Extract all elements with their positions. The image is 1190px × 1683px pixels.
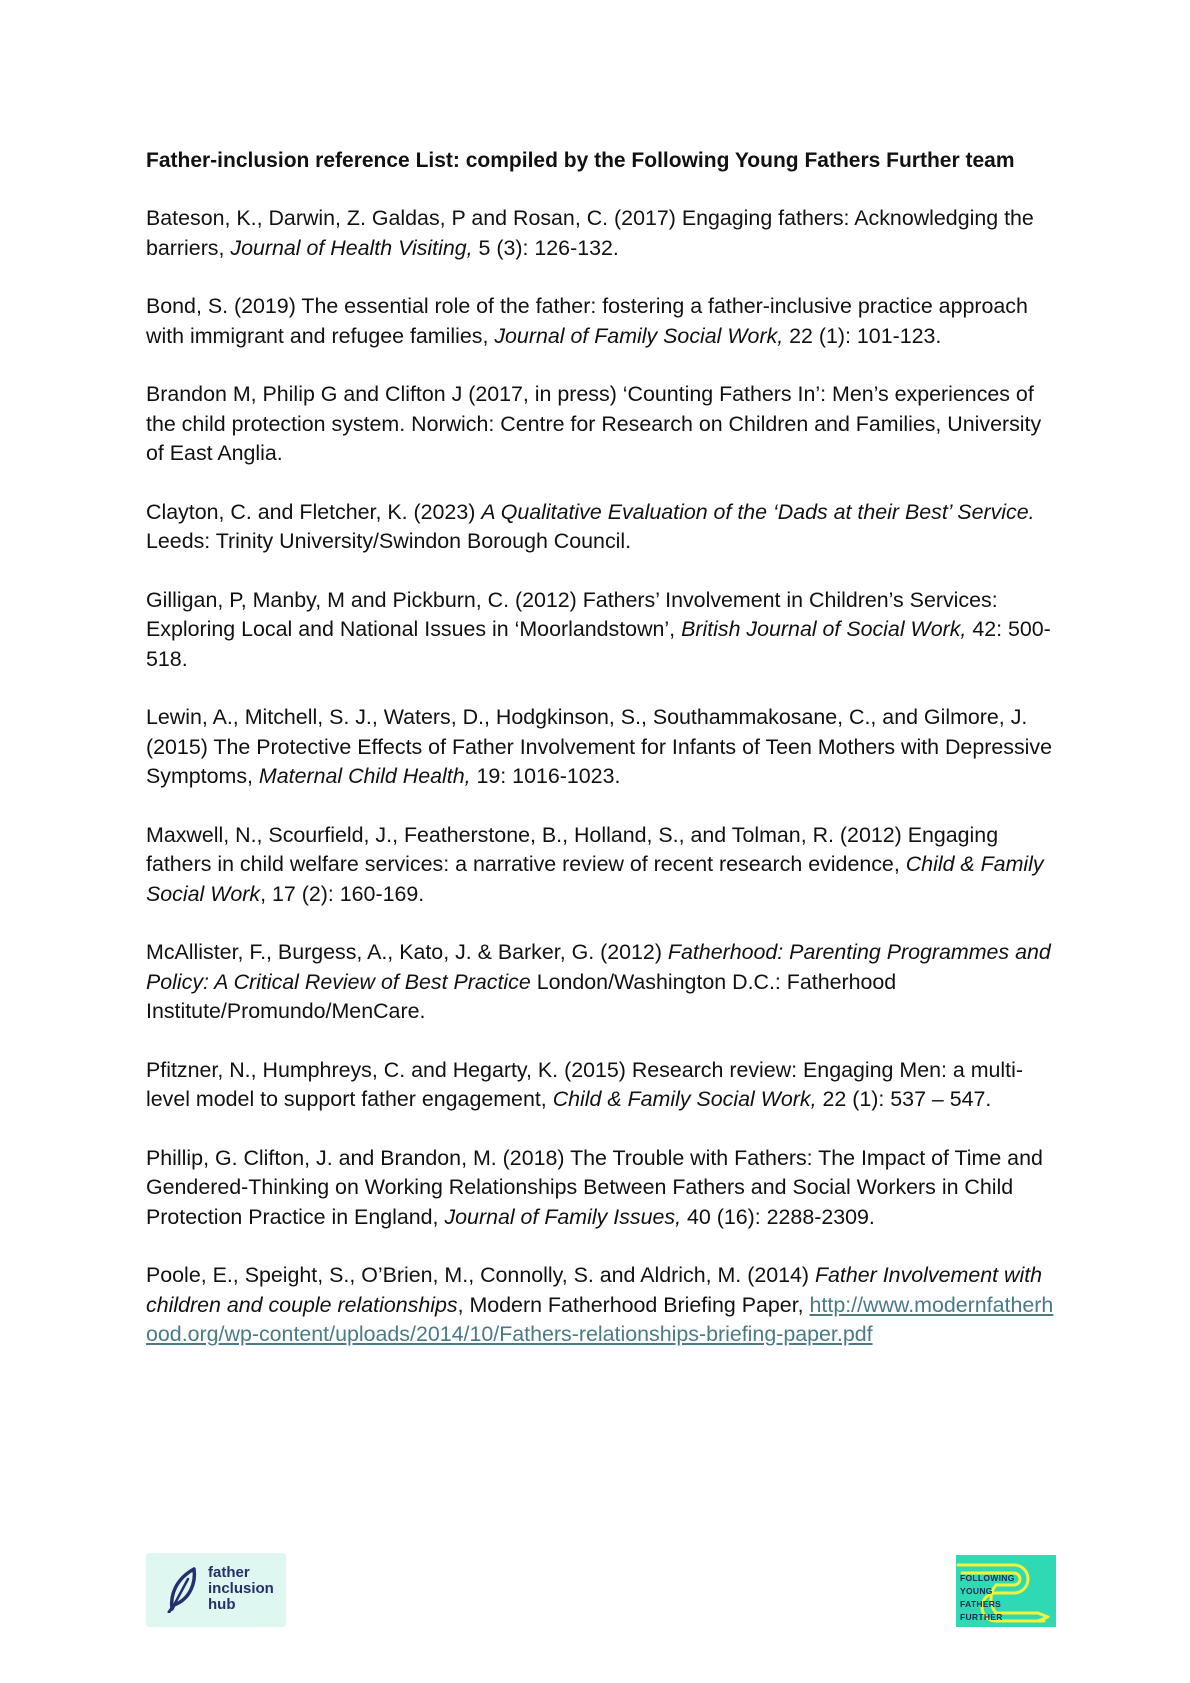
logo-text-line: YOUNG <box>960 1586 993 1596</box>
logo-text-line: FATHERS <box>960 1599 1002 1609</box>
father-inclusion-hub-logo <box>146 1553 286 1627</box>
document-title: Father-inclusion reference List: compiled by the Following Young Fathers Further team <box>146 149 1015 172</box>
document-page <box>146 146 1056 1379</box>
logo-text-line: FURTHER <box>960 1612 1003 1622</box>
reference-item: Phillip, G. Clifton, J. and Brandon, M. (2018) The Trouble with Fathers: The Impact of Time and Gendered-Thinking on Working Relationships Between Fathers and Social Workers in Child Protection Practice in England, Journal of Family Issues, 40 (16): 2288-2309. <box>146 1145 1043 1229</box>
reference-item: Maxwell, N., Scourfield, J., Featherstone, B., Holland, S., and Tolman, R. (2012) Engaging fathers in child welfare services: a narrative review of recent research evidence, Child & Family Social Work, 17 (2): 160-169. <box>146 822 1044 906</box>
reference-item: McAllister, F., Burgess, A., Kato, J. & Barker, G. (2012) Fatherhood: Parenting Programmes and Policy: A Critical Review of Best Practice London/Washington D.C.: Fatherhood Institute/Promundo/MenCare. <box>146 940 1051 1023</box>
reference-item: Bond, S. (2019) The essential role of the father: fostering a father-inclusive practice approach with immigrant and refugee families, Journal of Family Social Work, 22 (1): 101-123. <box>146 294 1028 348</box>
reference-item: Bateson, K., Darwin, Z. Galdas, P and Rosan, C. (2017) Engaging fathers: Acknowledging the barriers, Journal of Health Visiting, 5 (3): 126-132. <box>146 206 1034 260</box>
logo-text-line: hub <box>208 1596 236 1613</box>
reference-item: Brandon M, Philip G and Clifton J (2017, in press) ‘Counting Fathers In’: Men’s experiences of the child protection system. Norwich: Centre for Research on Children and Families, University of East Anglia. <box>146 382 1042 465</box>
logo-text-line: inclusion <box>208 1580 274 1597</box>
reference-item: Clayton, C. and Fletcher, K. (2023) A Qualitative Evaluation of the ‘Dads at their Best’ Service. Leeds: Trinity University/Swindon Borough Council. <box>146 499 1035 553</box>
briefing-paper-link[interactable]: http://www.modernfatherhood.org/wp-content/uploads/2014/10/Fathers-relationships-briefing-paper.pdf <box>146 1292 1054 1346</box>
reference-item: Pfitzner, N., Humphreys, C. and Hegarty, K. (2015) Research review: Engaging Men: a multi-level model to support father engagement, Child & Family Social Work, 22 (1): 537 – 547. <box>146 1057 1023 1111</box>
reference-item: Lewin, A., Mitchell, S. J., Waters, D., Hodgkinson, S., Southammakosane, C., and Gilmore, J. (2015) The Protective Effects of Father Involvement for Infants of Teen Mothers with Depressive Symptoms, Maternal Child Health, 19: 1016-1023. <box>146 705 1052 788</box>
following-young-fathers-further-logo <box>956 1555 1056 1627</box>
feather-icon <box>166 1565 200 1618</box>
logo-text-line: FOLLOWING <box>960 1573 1015 1583</box>
logo-text-line: father <box>208 1564 250 1581</box>
reference-item: Poole, E., Speight, S., O’Brien, M., Connolly, S. and Aldrich, M. (2014) Father Involvement with children and couple relationships, Modern Fatherhood Briefing Paper, http://www.modernfatherhood.org/wp-content/uploads/2014/10/Fathers-relationships-briefing-paper.pdf <box>146 1263 1054 1346</box>
reference-item: Gilligan, P, Manby, M and Pickburn, C. (2012) Fathers’ Involvement in Children’s Services: Exploring Local and National Issues in ‘Moorlandstown’, British Journal of Social Work, 42: 500- 518. <box>146 587 1051 671</box>
